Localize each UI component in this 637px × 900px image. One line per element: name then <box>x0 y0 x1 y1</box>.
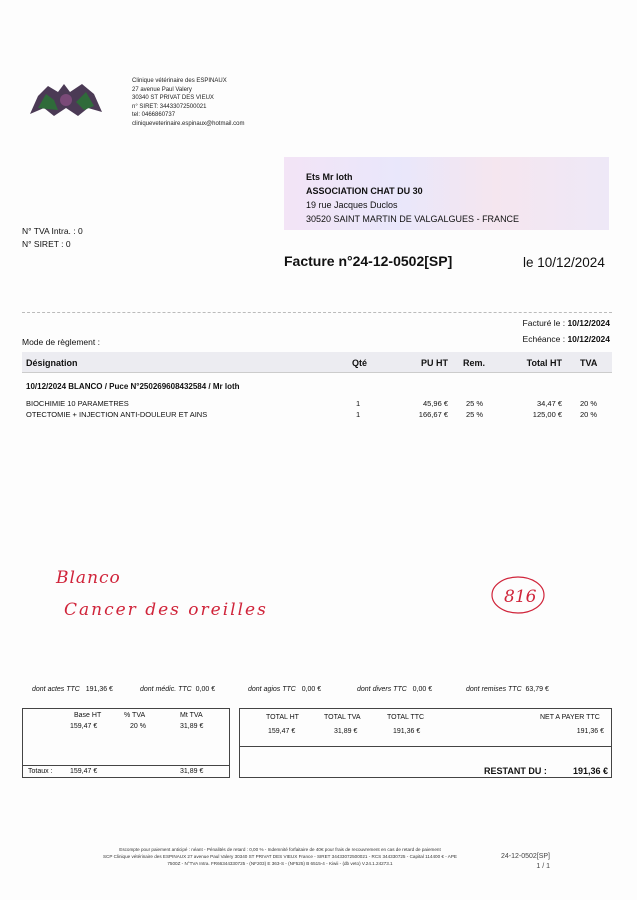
row-puht: 45,96 € <box>422 399 448 408</box>
clinic-tel: tel: 0466860737 <box>132 112 176 119</box>
clinic-name: Clinique vétérinaire des ESPINAUX <box>132 78 227 84</box>
col-puht: PU HT <box>421 358 448 368</box>
divers-value: 0,00 € <box>412 686 433 693</box>
remises-label: dont remises TTC <box>466 686 522 693</box>
table-row: BIOCHIMIE 10 PARAMETRES <box>26 399 129 408</box>
legal-footer <box>60 846 500 867</box>
consultation-group-title: 10/12/2024 BLANCO / Puce N°250269608432584 / Mr loth <box>26 382 240 391</box>
restant-du-value: 191,36 € <box>572 766 608 776</box>
clinic-address: 27 avenue Paul Valery <box>132 86 192 93</box>
client-tva: N° TVA Intra. : 0 <box>22 226 83 236</box>
total-ttc-value: 191,36 € <box>393 728 421 735</box>
totals-box-separator <box>239 746 611 747</box>
invoiced-on <box>460 318 610 328</box>
actes-value: 191,36 € <box>85 686 113 693</box>
due-date <box>460 334 610 344</box>
table-row: OTECTOMIE + INJECTION ANTI-DOULEUR ET AINS <box>26 410 208 419</box>
client-address <box>306 170 519 226</box>
base-ht-value: 159,47 € <box>70 723 98 730</box>
base-ht-label: Base HT <box>74 712 102 719</box>
summary-remises <box>466 686 549 693</box>
medic-value: 0,00 € <box>195 686 216 693</box>
actes-label: dont actes TTC <box>32 686 80 693</box>
client-tax-info <box>22 225 83 251</box>
agios-label: dont agios TTC <box>248 686 296 693</box>
invoice-date: le 10/12/2024 <box>523 255 605 270</box>
row-puht: 166,67 € <box>418 410 448 419</box>
row-totalht: 125,00 € <box>532 410 562 419</box>
handwritten-name: Blanco <box>56 568 121 588</box>
total-ht-value: 159,47 € <box>268 728 296 735</box>
due-date-label: Echéance : <box>522 334 566 344</box>
clinic-siret: n° SIRET: 34433072500021 <box>132 103 207 110</box>
client-siret: N° SIRET : 0 <box>22 239 71 249</box>
agios-value: 0,00 € <box>301 686 322 693</box>
col-totalht: Total HT <box>526 358 562 368</box>
totaux-label: Totaux : <box>28 768 53 775</box>
footer-reference <box>490 852 550 872</box>
row-totalht: 34,47 € <box>536 399 562 408</box>
clinic-logo <box>28 78 104 120</box>
invoice-title: Facture n°24-12-0502[SP] <box>284 253 453 269</box>
footer-line-1: Escompte pour paiement anticipé : néant - Pénalités de retard : 0,00 % - Indemnité forfaitaire de 40€ pour frais de recouvrement en cas de retard de paiement <box>119 847 441 852</box>
payment-mode-label: Mode de règlement : <box>22 337 100 347</box>
due-date-value: 10/12/2024 <box>567 334 610 344</box>
pct-tva-value: 20 % <box>130 723 146 730</box>
circled-number-text: 816 <box>504 587 537 607</box>
summary-actes <box>32 686 113 693</box>
handwritten-note: Cancer des oreilles <box>64 600 268 620</box>
summary-medic <box>140 686 215 693</box>
col-qte: Qté <box>352 358 368 368</box>
totaux-base: 159,47 € <box>70 768 98 775</box>
summary-divers <box>357 686 432 693</box>
footer-page-number: 1 / 1 <box>536 863 550 870</box>
row-tva: 20 % <box>580 399 598 408</box>
pct-tva-label: % TVA <box>124 712 146 719</box>
row-tva: 20 % <box>580 410 598 419</box>
divers-label: dont divers TTC <box>357 686 407 693</box>
mt-tva-value: 31,89 € <box>180 723 204 730</box>
net-a-payer-label: NET A PAYER TTC <box>540 714 600 721</box>
invoiced-on-value: 10/12/2024 <box>567 318 610 328</box>
tva-box-separator <box>22 765 229 766</box>
medic-label: dont médic. TTC <box>140 686 192 693</box>
row-rem: 25 % <box>466 410 484 419</box>
clinic-email: cliniqueveterinaire.espinaux@hotmail.com <box>132 120 245 127</box>
net-a-payer-value: 191,36 € <box>576 728 604 735</box>
divider <box>22 312 612 313</box>
invoiced-on-label: Facturé le : <box>522 318 566 328</box>
row-qte: 1 <box>356 410 361 419</box>
summary-agios <box>248 686 321 693</box>
mt-tva-label: Mt TVA <box>180 712 203 719</box>
clinic-city: 30340 ST PRIVAT DES VIEUX <box>132 95 214 102</box>
total-ttc-label: TOTAL TTC <box>387 714 425 721</box>
col-designation: Désignation <box>26 358 78 368</box>
client-line-4: 30520 SAINT MARTIN DE VALGALGUES - FRANCE <box>306 214 520 224</box>
handwritten-circled-number <box>488 573 552 617</box>
client-line-1: Ets Mr loth <box>306 172 353 182</box>
remises-value: 63,79 € <box>525 686 549 693</box>
footer-invoice-ref: 24-12-0502[SP] <box>500 853 550 860</box>
total-tva-value: 31,89 € <box>334 728 358 735</box>
total-tva-label: TOTAL TVA <box>324 714 361 721</box>
client-line-2: ASSOCIATION CHAT DU 30 <box>306 186 423 196</box>
restant-du-label: RESTANT DU : <box>484 766 547 776</box>
clinic-header <box>132 77 244 129</box>
total-ht-label: TOTAL HT <box>266 714 299 721</box>
totaux-mt: 31,89 € <box>180 768 204 775</box>
row-rem: 25 % <box>466 399 484 408</box>
footer-line-2: SCP Clinique vétérinaire des ESPINAUX 27 avenue Paul Valery 30340 ST PRIVAT DES VIEUX France - SIRET 34433072500021 - RCS 344330725 - Capital 114400 € - APE <box>102 854 457 859</box>
row-qte: 1 <box>356 399 361 408</box>
col-rem: Rem. <box>463 358 486 368</box>
client-line-3: 19 rue Jacques Duclos <box>306 200 398 210</box>
footer-line-3: 7500Z - N°TVA Intra. FR66344330725 - (NF203) E 363-S - (NF525) B 6515-4 - Kiwii - (db veto) V.24.1.24273.1 <box>167 861 393 866</box>
col-tva: TVA <box>580 358 598 368</box>
